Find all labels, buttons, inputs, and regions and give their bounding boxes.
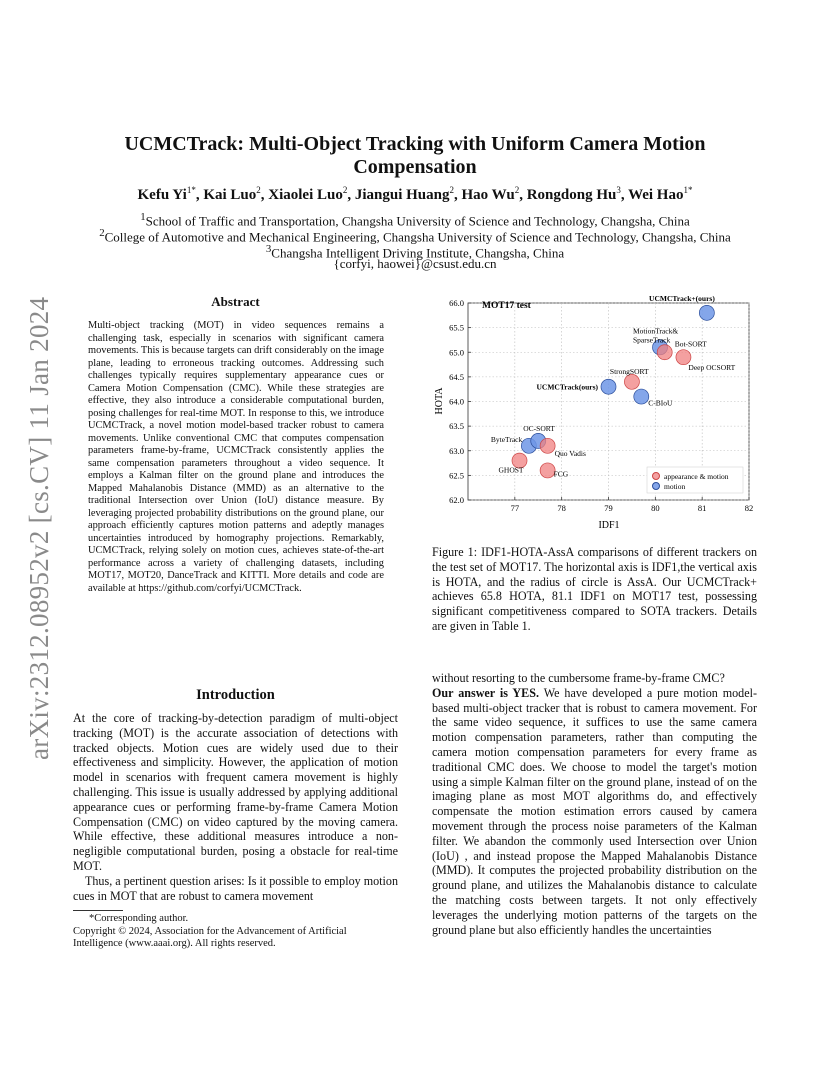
intro-paragraph-2: Thus, a pertinent question arises: Is it possible to employ motion cues in MOT that are robust to camera movement <box>73 873 398 903</box>
legend-swatch-motion <box>653 483 660 490</box>
legend-label-appearance: appearance & motion <box>664 472 729 481</box>
author-name: Kai Luo <box>203 187 257 203</box>
corresponding-author-note: *Corresponding author. <box>89 913 189 924</box>
affiliation-3: $^3$Changsha Intelligent Driving Institute, Changsha, China <box>265 243 565 261</box>
footnote-rule <box>73 910 123 911</box>
author-affiliation-mark: 3 <box>616 185 621 195</box>
data-point-label: ByteTrack <box>490 434 523 444</box>
abstract-text: Multi-object tracking (MOT) in video sequences remains a challenging task, especially in scenarios with significant camera movements. This is because targets can drift considerably on the image plane, leading to erroneous tracking outcomes. Addressing such challenges typically requires supplementary appearance cues or Camera Motion Compensation (CMC). While these strategies are effective, they also introduce a considerable computational burden, posing challenges for real-time MOT. In response to this, we introduce UCMCTrack, a novel motion model-based tracker robust to camera movements. Unlike conventional CMC that computes compensation parameters frame-by-frame, UCMCTrack consistently applies the same compensation parameters throughout a video sequence. It employs a Kalman filter on the ground plane and introduces the Mapped Mahalanobis Distance (MMD) as an alternative to the traditional Intersection over Union (IoU) distance measure. By leveraging projected probability distributions on the ground plane, our approach efficiently captures motion patterns and adeptly manages uncertainties introduced by homography projections. Remarkably, UCMCTrack, relying solely on motion cues, achieves state-of-the-art performance across a variety of challenging datasets, including MOT17, MOT20, DanceTrack and KITTI. More details and code are available at https://github.com/corfyi/UCMCTrack. <box>88 320 384 594</box>
legend-swatch-appearance <box>653 473 660 480</box>
introduction-heading: Introduction <box>196 687 275 703</box>
arxiv-id: arXiv:2312.08952v2 [cs.CV] 11 Jan 2024 <box>24 296 54 760</box>
data-point-label: UCMCTrack(ours) <box>536 382 599 392</box>
data-point-label: FCG <box>553 469 569 479</box>
y-tick-label: 63.0 <box>449 445 464 456</box>
data-point-label: MotionTrack& <box>633 326 679 336</box>
figure-caption: Figure 1: IDF1-HOTA-AssA comparisons of different trackers on the test set of MOT17. The horizontal axis is IDF1,the vertical axis is HOTA, and the radius of circle is AssA. Our UCMCTrack+ achieves 65.8 HOTA, 81.1 IDF1 on MOT17 test, possessing significant competitiveness compared to SOTA trackers. Details are given in Table 1. <box>432 545 757 633</box>
legend-label-motion: motion <box>664 482 686 491</box>
affiliation-2: $^2$College of Automotive and Mechanical Engineering, Changsha University of Science and Technology, Changsha, China <box>99 227 731 245</box>
data-point-label: Bot-SORT <box>674 339 707 349</box>
author-list: Kefu $Yi^{1*}$, Kai Luo$^2$, Xiaolei Luo$^2$, Jiangui Huang$^2$, Hao Wu$^2$, Rongdong Hu$^3$, Wei Hao$^{1*}$ <box>137 185 693 203</box>
abstract-heading: Abstract <box>211 294 260 309</box>
author-name: Hao Wu <box>461 187 515 203</box>
x-tick-label: 77 <box>510 503 520 513</box>
x-tick-label: 78 <box>557 503 566 513</box>
author-affiliation-mark: 2 <box>449 185 454 195</box>
data-point <box>624 374 639 389</box>
y-axis-label: HOTA <box>434 387 445 415</box>
y-tick-label: 65.0 <box>449 347 464 358</box>
data-point-label: Deep OCSORT <box>688 363 736 373</box>
y-tick-label: 64.0 <box>449 396 464 407</box>
data-point-label: SparseTrack <box>633 335 671 345</box>
y-tick-label: 66.0 <box>449 298 464 308</box>
right-column-text: without resorting to the cumbersome frame-by-frame CMC? Our answer is YES. We have developed a pure motion model-based multi-object tracker that is robust to camera movement. For the same video sequence, it suffices to use the same camera motion compensation parameters, rather than computing the camera motion compensation parameters for every frame as traditional CMC does. We choose to model the target's motion using a simple Kalman filter on the ground plane, instead of on the imaging plane as most MOT algorithms do, and effectively compensate the motion estimation errors caused by camera movement through the process noise parameters of the Kalman filter. We abandon the commonly used Intersection over Union (IoU) , and instead propose the Mapped Mahalanobis Distance (MMD). It computes the projected probability distribution on the ground plane, and utilizes the Mahalanobis distance to calculate the matching costs between targets. It not only effectively leverages the underlying motion patterns of the targets on the ground plane but also efficiently handles the uncertainties <box>432 671 757 937</box>
x-tick-label: 79 <box>604 503 613 513</box>
data-point <box>699 305 714 320</box>
answer-emphasis: Our answer is YES. <box>432 685 539 700</box>
introduction-text <box>73 711 398 903</box>
x-tick-label: 80 <box>651 503 660 513</box>
author-affiliation-mark: 2 <box>514 185 520 195</box>
legend <box>647 467 743 493</box>
email: {corfyi, haowei}@csust.edu.cn <box>333 256 497 271</box>
copyright-note: Copyright © 2024, Association for the Advancement of Artificial Intelligence (www.aaai.org). All rights reserved. <box>73 925 347 950</box>
author-affiliation-mark: 1* <box>186 185 196 195</box>
x-tick-label: 82 <box>744 503 754 513</box>
author-affiliation-mark: 2 <box>342 185 348 195</box>
data-point-label: UCMCTrack+(ours) <box>649 293 715 303</box>
data-point-label: StrongSORT <box>609 366 649 376</box>
data-point-label: C-BIoU <box>648 398 673 408</box>
affiliation-1: $^1$School of Traffic and Transportation, Changsha University of Science and Technology, Changsha, China <box>140 211 690 229</box>
y-tick-label: 63.5 <box>449 421 464 432</box>
paper-title: UCMCTrack: Multi-Object Tracking with Uniform Camera Motion Compensation <box>124 133 706 178</box>
data-point <box>657 345 672 360</box>
y-tick-label: 65.5 <box>449 322 464 333</box>
x-tick-label: 81 <box>697 503 707 513</box>
y-tick-label: 62.0 <box>449 495 464 505</box>
data-point <box>540 438 555 453</box>
data-point-label: GHOST <box>498 465 524 475</box>
author-name: Wei Hao <box>628 187 684 203</box>
y-tick-label: 64.5 <box>449 371 464 382</box>
author-name: Kefu Yi <box>137 187 187 203</box>
chart-title: MOT17 test <box>482 301 531 311</box>
author-name: Rongdong Hu <box>526 187 617 203</box>
author-name: Jiangui Huang <box>354 187 450 203</box>
y-tick-label: 62.5 <box>449 470 464 481</box>
x-axis-label: IDF1 <box>598 520 620 531</box>
data-point <box>601 379 616 394</box>
data-point <box>634 389 649 404</box>
intro-paragraph-1: At the core of tracking-by-detection paradigm of multi-object tracking (MOT) is the accurate association of detections with tracked objects. Motion cues are widely used due to their effectiveness and simplicity. However, the application of motion model in scenarios with frequent camera movement is highly challenging. This issue is usually addressed by applying additional appearance cues or performing frame-by-frame Camera Motion Compensation (CMC) on video captured by the moving camera. While effective, these additional measures introduce a non-negligible computational burden, posing a obstacle for real-time MOT. <box>73 711 398 873</box>
author-name: Xiaolei Luo <box>268 187 343 203</box>
author-affiliation-mark: 1* <box>683 185 693 195</box>
data-point-label: Quo Vadis <box>554 448 586 458</box>
figure-1-chart <box>428 292 763 532</box>
footnote <box>73 913 398 951</box>
author-affiliation-mark: 2 <box>256 185 261 195</box>
data-point-label: OC-SORT <box>523 423 555 433</box>
